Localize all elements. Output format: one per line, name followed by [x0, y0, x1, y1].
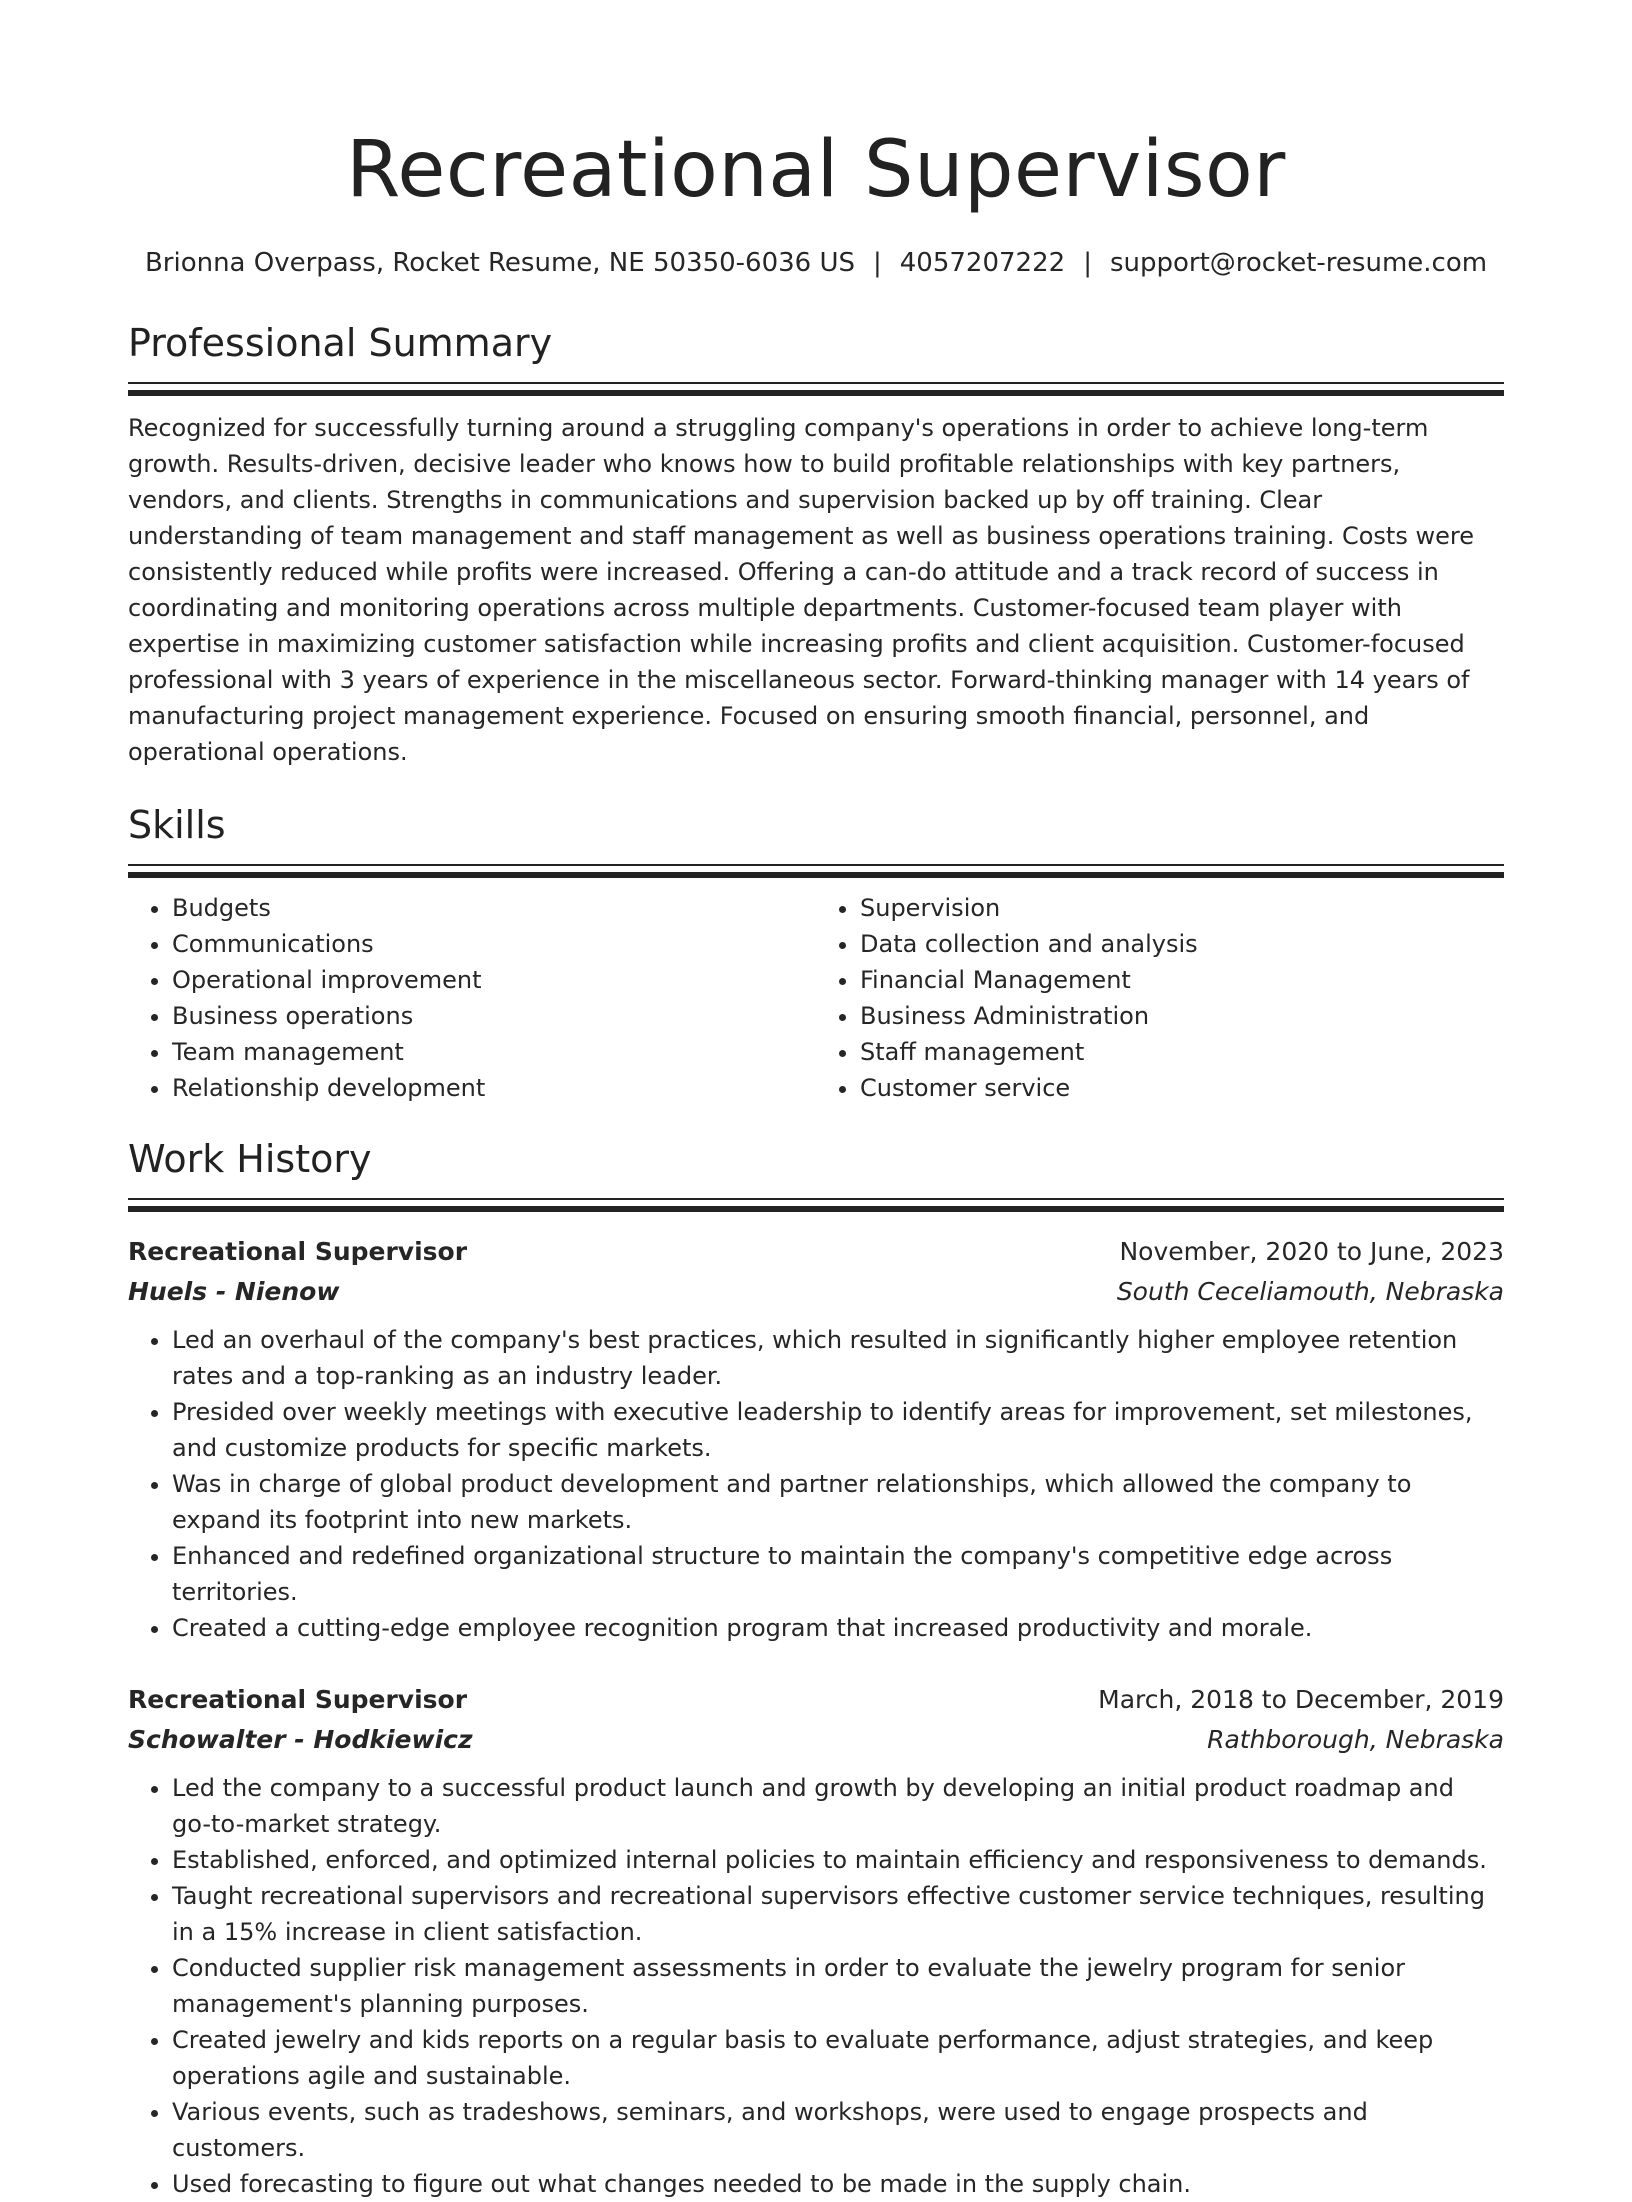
job-location: Rathborough, Nebraska	[1207, 1725, 1504, 1754]
job-title: Recreational Supervisor	[128, 1685, 468, 1714]
job-bullet: • Created a cutting-edge employee recognition program that increased productivity and morale.	[172, 1610, 1504, 1646]
skills-columns	[128, 890, 1504, 1106]
job-title: Recreational Supervisor	[128, 1237, 468, 1266]
skill-item: • Budgets	[172, 890, 816, 926]
skills-list-left	[128, 890, 816, 1106]
job-bullets	[128, 1770, 1504, 2202]
job-company: Schowalter - Hodkiewicz	[128, 1725, 473, 1754]
job-location: South Ceceliamouth, Nebraska	[1116, 1277, 1504, 1306]
section-title-summary: Professional Summary	[128, 321, 553, 365]
job-bullets	[128, 1322, 1504, 1646]
job-header-row	[128, 1680, 1504, 1720]
job-bullet: • Presided over weekly meetings with executive leadership to identify areas for improvement, set milestones, and customize products for specific markets.	[172, 1394, 1504, 1466]
skills-section	[128, 800, 1504, 1106]
job-entry	[128, 1232, 1504, 1646]
section-divider	[128, 382, 1504, 394]
job-bullet: • Conducted supplier risk management assessments in order to evaluate the jewelry program for senior management's planning purposes.	[172, 1950, 1504, 2022]
job-bullet: • Used forecasting to figure out what changes needed to be made in the supply chain.	[172, 2166, 1504, 2202]
contact-separator: |	[873, 248, 882, 278]
skill-item: • Operational improvement	[172, 962, 816, 998]
skill-item: • Data collection and analysis	[860, 926, 1504, 962]
section-divider	[128, 1198, 1504, 1210]
job-bullet: • Led an overhaul of the company's best practices, which resulted in significantly higher employee retention rates and a top-ranking as an industry leader.	[172, 1322, 1504, 1394]
contact-line	[128, 246, 1504, 280]
section-title-skills: Skills	[128, 803, 226, 847]
job-bullet: • Various events, such as tradeshows, seminars, and workshops, were used to engage prospects and customers.	[172, 2094, 1504, 2166]
job-bullet: • Created jewelry and kids reports on a regular basis to evaluate performance, adjust strategies, and keep operations agile and sustainable.	[172, 2022, 1504, 2094]
contact-separator: |	[1083, 248, 1092, 278]
skill-item: • Business operations	[172, 998, 816, 1034]
skill-item: • Staff management	[860, 1034, 1504, 1070]
professional-summary-section	[128, 318, 1504, 770]
candidate-name: Recreational Supervisor	[346, 125, 1286, 215]
contact-email: support@rocket-resume.com	[1109, 248, 1488, 278]
job-company: Huels - Nienow	[128, 1277, 340, 1306]
section-divider	[128, 864, 1504, 876]
contact-phone: 4057207222	[899, 248, 1066, 278]
job-bullet: • Was in charge of global product development and partner relationships, which allowed the company to expand its footprint into new markets.	[172, 1466, 1504, 1538]
job-dates: November, 2020 to June, 2023	[1119, 1237, 1504, 1266]
skill-item: • Supervision	[860, 890, 1504, 926]
contact-address: Brionna Overpass, Rocket Resume, NE 50350-6036 US	[144, 248, 855, 278]
skill-item: • Financial Management	[860, 962, 1504, 998]
summary-text: Recognized for successfully turning around a struggling company's operations in order to achieve long-term growth. Results-driven, decisive leader who knows how to build profitable relationships with key partners, vendors, and clients. Strengths in communications and supervision backed up by off training. Clear understanding of team management and staff management as well as business operations training. Costs were consistently reduced while profits were increased. Offering a can-do attitude and a track record of success in coordinating and monitoring operations across multiple departments. Customer-focused team player with expertise in maximizing customer satisfaction while increasing profits and client acquisition. Customer-focused professional with 3 years of experience in the miscellaneous sector. Forward-thinking manager with 14 years of manufacturing project management experience. Focused on ensuring smooth financial, personnel, and operational operations.	[128, 414, 1474, 766]
skill-item: • Team management	[172, 1034, 816, 1070]
work-history-section	[128, 1134, 1504, 2202]
job-bullet: • Established, enforced, and optimized internal policies to maintain efficiency and responsiveness to demands.	[172, 1842, 1504, 1878]
skills-list-right	[816, 890, 1504, 1106]
skill-item: • Communications	[172, 926, 816, 962]
job-bullet: • Taught recreational supervisors and recreational supervisors effective customer service techniques, resulting in a 15% increase in client satisfaction.	[172, 1878, 1504, 1950]
skill-item: • Business Administration	[860, 998, 1504, 1034]
job-dates: March, 2018 to December, 2019	[1098, 1685, 1504, 1714]
skill-item: • Relationship development	[172, 1070, 816, 1106]
job-header-row	[128, 1232, 1504, 1272]
skill-item: • Customer service	[860, 1070, 1504, 1106]
section-title-work: Work History	[128, 1137, 372, 1181]
job-company-row	[128, 1720, 1504, 1760]
job-bullet: • Enhanced and redefined organizational structure to maintain the company's competitive edge across territories.	[172, 1538, 1504, 1610]
job-company-row	[128, 1272, 1504, 1312]
job-entry	[128, 1680, 1504, 2202]
job-bullet: • Led the company to a successful product launch and growth by developing an initial product roadmap and go-to-market strategy.	[172, 1770, 1504, 1842]
